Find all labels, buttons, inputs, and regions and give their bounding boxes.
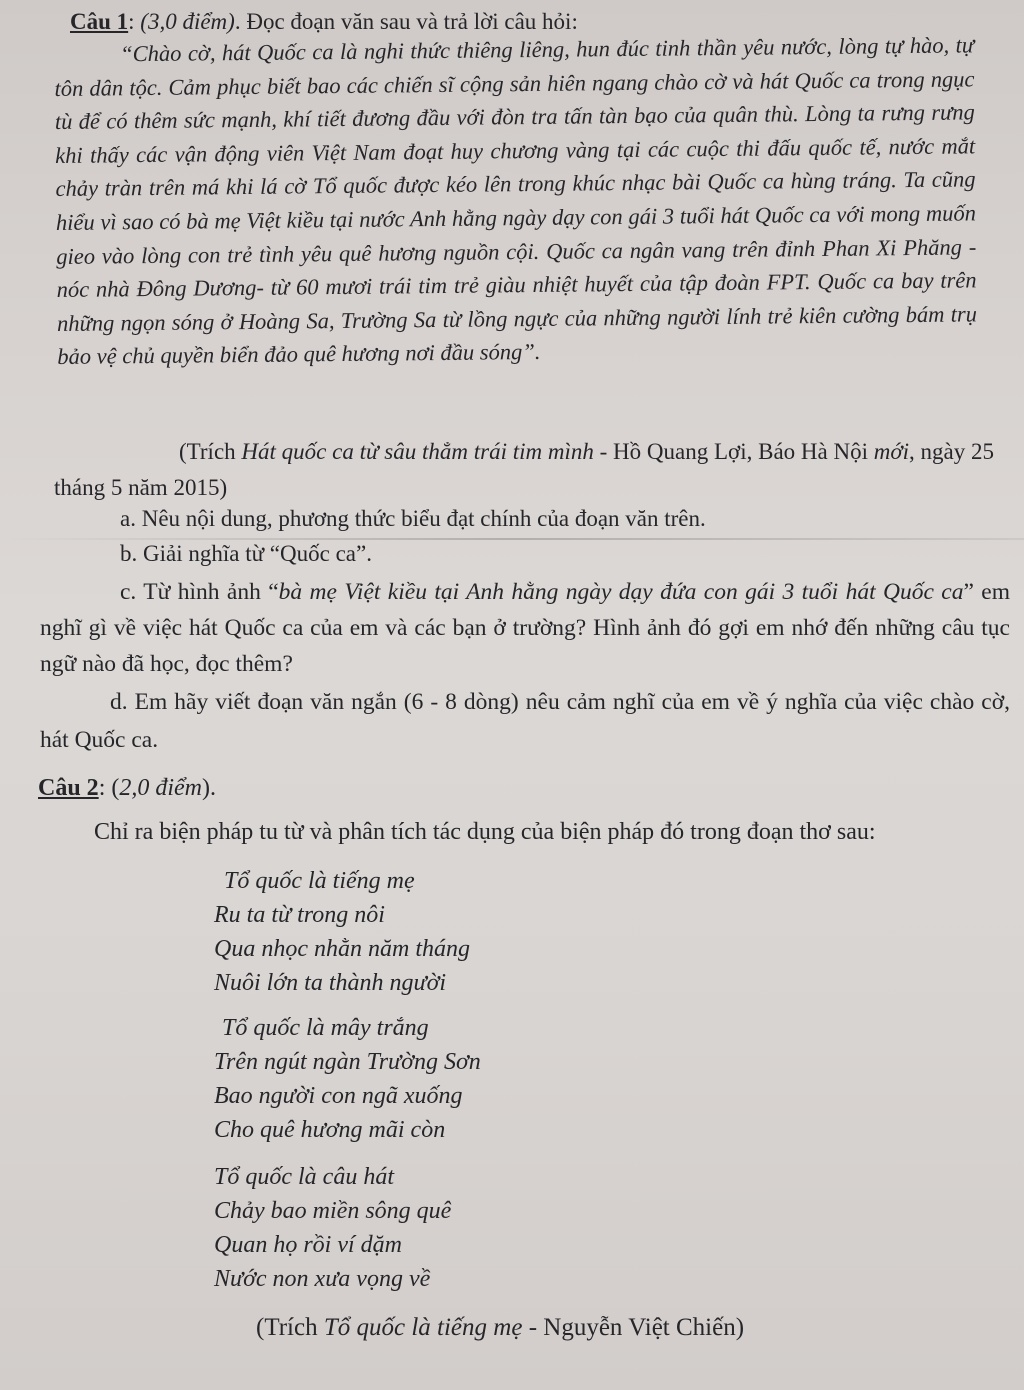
poem-line: Tổ quốc là câu hát xyxy=(214,1164,394,1190)
question-2-heading xyxy=(38,774,216,802)
poem-line: Bao người con ngã xuống xyxy=(214,1083,463,1109)
poem-source-title: Tổ quốc là tiếng mẹ xyxy=(323,1314,523,1341)
poem-line: Qua nhọc nhằn năm tháng xyxy=(214,936,470,962)
question-2-points: 2,0 điểm xyxy=(119,775,203,801)
poem-source xyxy=(256,1314,744,1342)
question-1c-start: c. Từ hình ảnh “ xyxy=(120,579,279,605)
question-1c xyxy=(40,574,1010,682)
poem-source-prefix: (Trích xyxy=(256,1314,324,1341)
question-1-instruction: . Đọc đoạn văn sau và trả lời câu hỏi: xyxy=(234,9,578,34)
poem-line: Ru ta từ trong nôi xyxy=(214,902,385,928)
question-1a: a. Nêu nội dung, phương thức biểu đạt chính của đoạn văn trên. xyxy=(120,506,706,531)
poem-line: Tổ quốc là mây trắng xyxy=(222,1015,429,1041)
source-paper-end: mới xyxy=(873,439,910,464)
source-title: Hát quốc ca từ sâu thẳm trái tim mình xyxy=(241,439,594,464)
poem-line: Chảy bao miền sông quê xyxy=(214,1198,452,1224)
question-1-label: Câu 1 xyxy=(70,9,129,34)
question-2-task: Chỉ ra biện pháp tu từ và phân tích tác dụng của biện pháp đó trong đoạn thơ sau: xyxy=(94,819,876,845)
poem-source-author: - Nguyễn Việt Chiến) xyxy=(522,1314,745,1341)
question-1-heading: Câu 1: (3,0 điểm). Đọc đoạn văn sau và trả lời câu hỏi: xyxy=(70,9,578,34)
poem-line: Tổ quốc là tiếng mẹ xyxy=(224,868,415,894)
source-author: - Hồ Quang Lợi, Báo Hà Nội xyxy=(593,439,874,464)
reading-passage: “Chào cờ, hát Quốc ca là nghi thức thiêng liêng, hun đúc tinh thần yêu nước, lòng tự hào, tự tôn dân tộc. Cảm phục biết bao các chiến sĩ cộng sản hiên ngang chào cờ và hát Quốc ca trong ngục tù để có thêm sức mạnh, khí tiết đương đầu với đòn tra tấn tàn bạo của quân thù. Lòng ta rưng rưng khi thấy các vận động viên Việt Nam đoạt huy chương vàng tại các cuộc thi đấu quốc tế, nước mắt chảy tràn trên má khi lá cờ Tổ quốc được kéo lên trong khúc nhạc bài Quốc ca hùng tráng. Ta cũng hiểu vì sao có bà mẹ Việt kiều tại nước Anh hằng ngày dạy con gái 3 tuổi hát Quốc ca với mong muốn gieo vào lòng con trẻ tình yêu quê hương nguồn cội. Quốc ca ngân vang trên đỉnh Phan Xi Phăng - nóc nhà Đông Dương- từ 60 mươi trái tim trẻ giàu nhiệt huyết của tập đoàn FPT. Quốc ca bay trên những ngọn sóng ở Hoàng Sa, Trường Sa từ lồng ngực của những người lính trẻ kiên cường bám trụ bảo vệ chủ quyền biển đảo quê hương nơi đầu sóng”. xyxy=(54,32,978,370)
poem-stanza-3 xyxy=(214,1160,451,1296)
question-2-points-open: : ( xyxy=(98,775,120,801)
question-2-label: Câu 2 xyxy=(38,775,99,801)
poem-line: Quan họ rồi ví dặm xyxy=(214,1232,402,1258)
question-1d: d. Em hãy viết đoạn văn ngắn (6 - 8 dòng) nêu cảm nghĩ của em về ý nghĩa của việc chào cờ, hát Quốc ca. xyxy=(40,689,1010,753)
question-1c-quote: bà mẹ Việt kiều tại Anh hằng ngày dạy đứa con gái 3 tuổi hát Quốc ca xyxy=(278,579,964,605)
poem-stanza-2 xyxy=(214,1011,481,1147)
source-date: , ngày 25 tháng 5 năm 2015) xyxy=(54,439,994,500)
poem-stanza-1 xyxy=(214,864,470,1000)
question-1b: b. Giải nghĩa từ “Quốc ca”. xyxy=(120,541,372,566)
passage-source xyxy=(54,434,994,506)
source-prefix: (Trích xyxy=(179,439,242,464)
poem-line: Cho quê hương mãi còn xyxy=(214,1117,446,1143)
poem-line: Nước non xưa vọng về xyxy=(214,1266,431,1292)
poem-line: Trên ngút ngàn Trường Sơn xyxy=(214,1049,481,1075)
question-1-points: (3,0 điểm) xyxy=(140,9,235,34)
question-2-points-close: ). xyxy=(202,775,217,801)
poem-line: Nuôi lớn ta thành người xyxy=(214,970,447,996)
question-1c-end: ” em nghĩ gì về việc hát Quốc ca của em và các bạn ở trường? Hình ảnh đó gợi em nhớ đến những câu tục ngữ nào đã học, đọc thêm? xyxy=(40,579,1011,677)
